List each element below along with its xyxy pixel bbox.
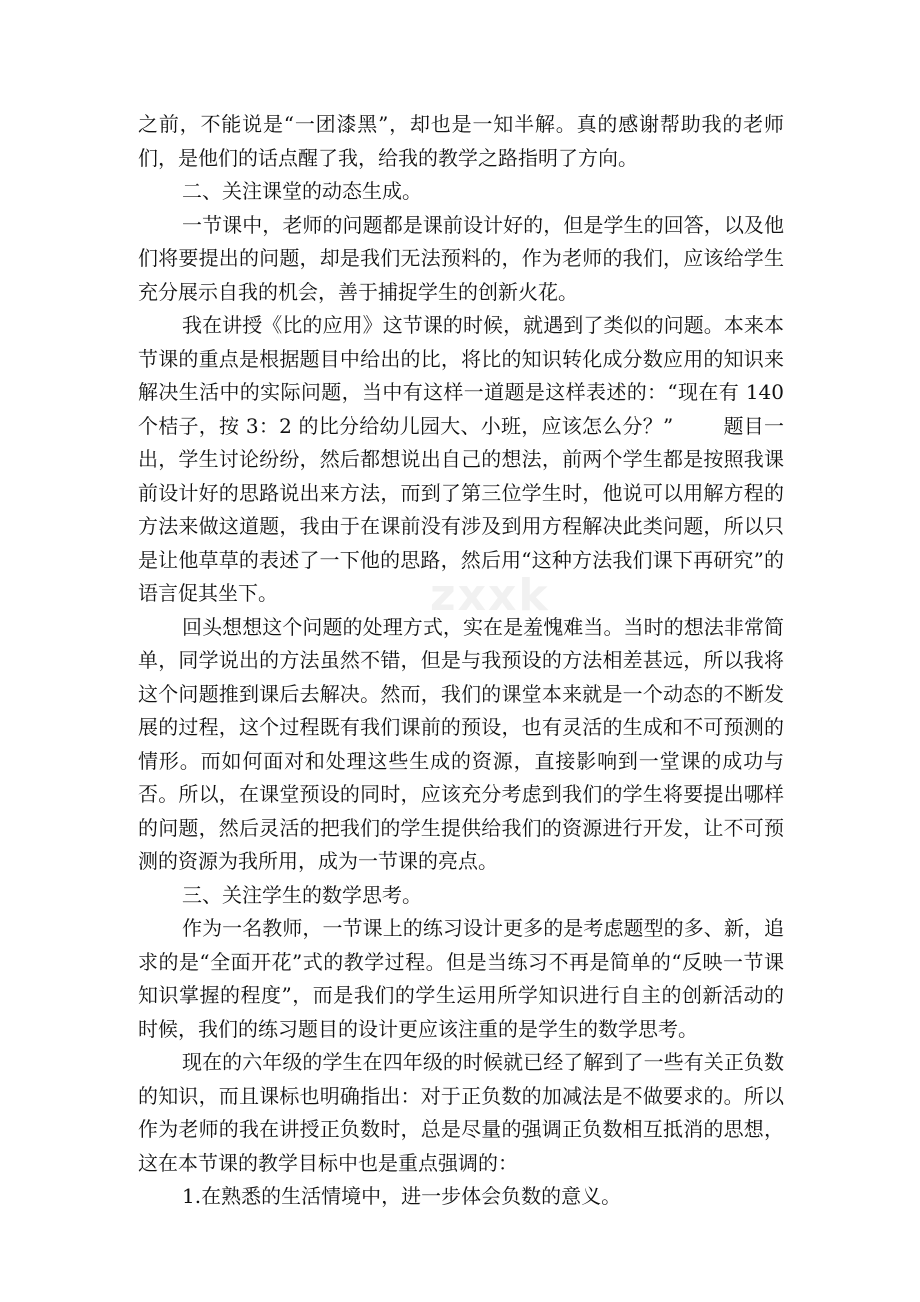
paragraph-negative-numbers: 现在的六年级的学生在四年级的时候就已经了解到了一些有关正负数的知识，而且课标也明确指出：对于正负数的加减法是不做要求的。所以作为老师的我在讲授正负数时，总是尽量的强调正负数相互抵消的思想，这在本节课的教学目标中也是重点强调的： — [138, 1050, 784, 1175]
paragraph-exercise-design: 作为一名教师，一节课上的练习设计更多的是考虑题型的多、新，追求的是“全面开花”式的教学过程。但是当练习不再是简单的“反映一节课知识掌握的程度”，而是我们的学生运用所学知识进行自主的创新活动的时候，我们的练习题目的设计更应该注重的是学生的数学思考。 — [138, 916, 784, 1041]
watermark: zxxk — [430, 570, 550, 621]
paragraph-dynamic-generation: 一节课中，老师的问题都是课前设计好的，但是学生的回答，以及他们将要提出的问题，却是我们无法预料的，作为老师的我们，应该给学生充分展示自我的机会，善于捕捉学生的创新火花。 — [138, 212, 784, 304]
ratio-lesson-discussion: 题目一出，学生讨论纷纷，然后都想说出自己的想法，前两个学生都是按照我课前设计好的思路说出来方法，而到了第三位学生时，他说可以用解方程的方法来做这道题，我由于在课前没有涉及到用方程解决此类问题，所以只是让他草草的表述了一下他的思路，然后用“这种方法我们课下再研究”的语言促其坐下。 — [138, 413, 785, 605]
paragraph-objective-1: 1.在熟悉的生活情境中，进一步体会负数的意义。 — [182, 1184, 622, 1208]
paragraph-continuation: 之前，不能说是“一团漆黑”，却也是一知半解。真的感谢帮助我的老师们，是他们的话点醒了我，给我的教学之路指明了方向。 — [138, 112, 784, 170]
ratio-lesson-question: 我在讲授《比的应用》这节课的时候，就遇到了类似的问题。本来本节课的重点是根据题目中给出的比，将比的知识转化成分数应用的知识来解决生活中的实际问题，当中有这样一道题是这样表述的：“现在有 140 个桔子，按 3：2 的比分给幼儿园大、小班，应该怎么分？” — [138, 313, 784, 438]
paragraph-ratio-lesson — [138, 309, 784, 611]
section-heading-3: 三、关注学生的数学思考。 — [182, 882, 422, 907]
section-heading-2: 二、关注课堂的动态生成。 — [182, 179, 422, 203]
document-body — [138, 108, 784, 1214]
paragraph-reflection: 回头想想这个问题的处理方式，实在是羞愧难当。当时的想法非常简单，同学说出的方法虽然不错，但是与我预设的方法相差甚远，所以我将这个问题推到课后去解决。然而，我们的课堂本来就是一个动态的不断发展的过程，这个过程既有我们课前的预设，也有灵活的生成和不可预测的情形。而如何面对和处理这些生成的资源，直接影响到一堂课的成功与否。所以，在课堂预设的同时，应该充分考虑到我们的学生将要提出哪样的问题，然后灵活的把我们的学生提供给我们的资源进行开发，让不可预测的资源为我所用，成为一节课的亮点。 — [138, 614, 784, 873]
